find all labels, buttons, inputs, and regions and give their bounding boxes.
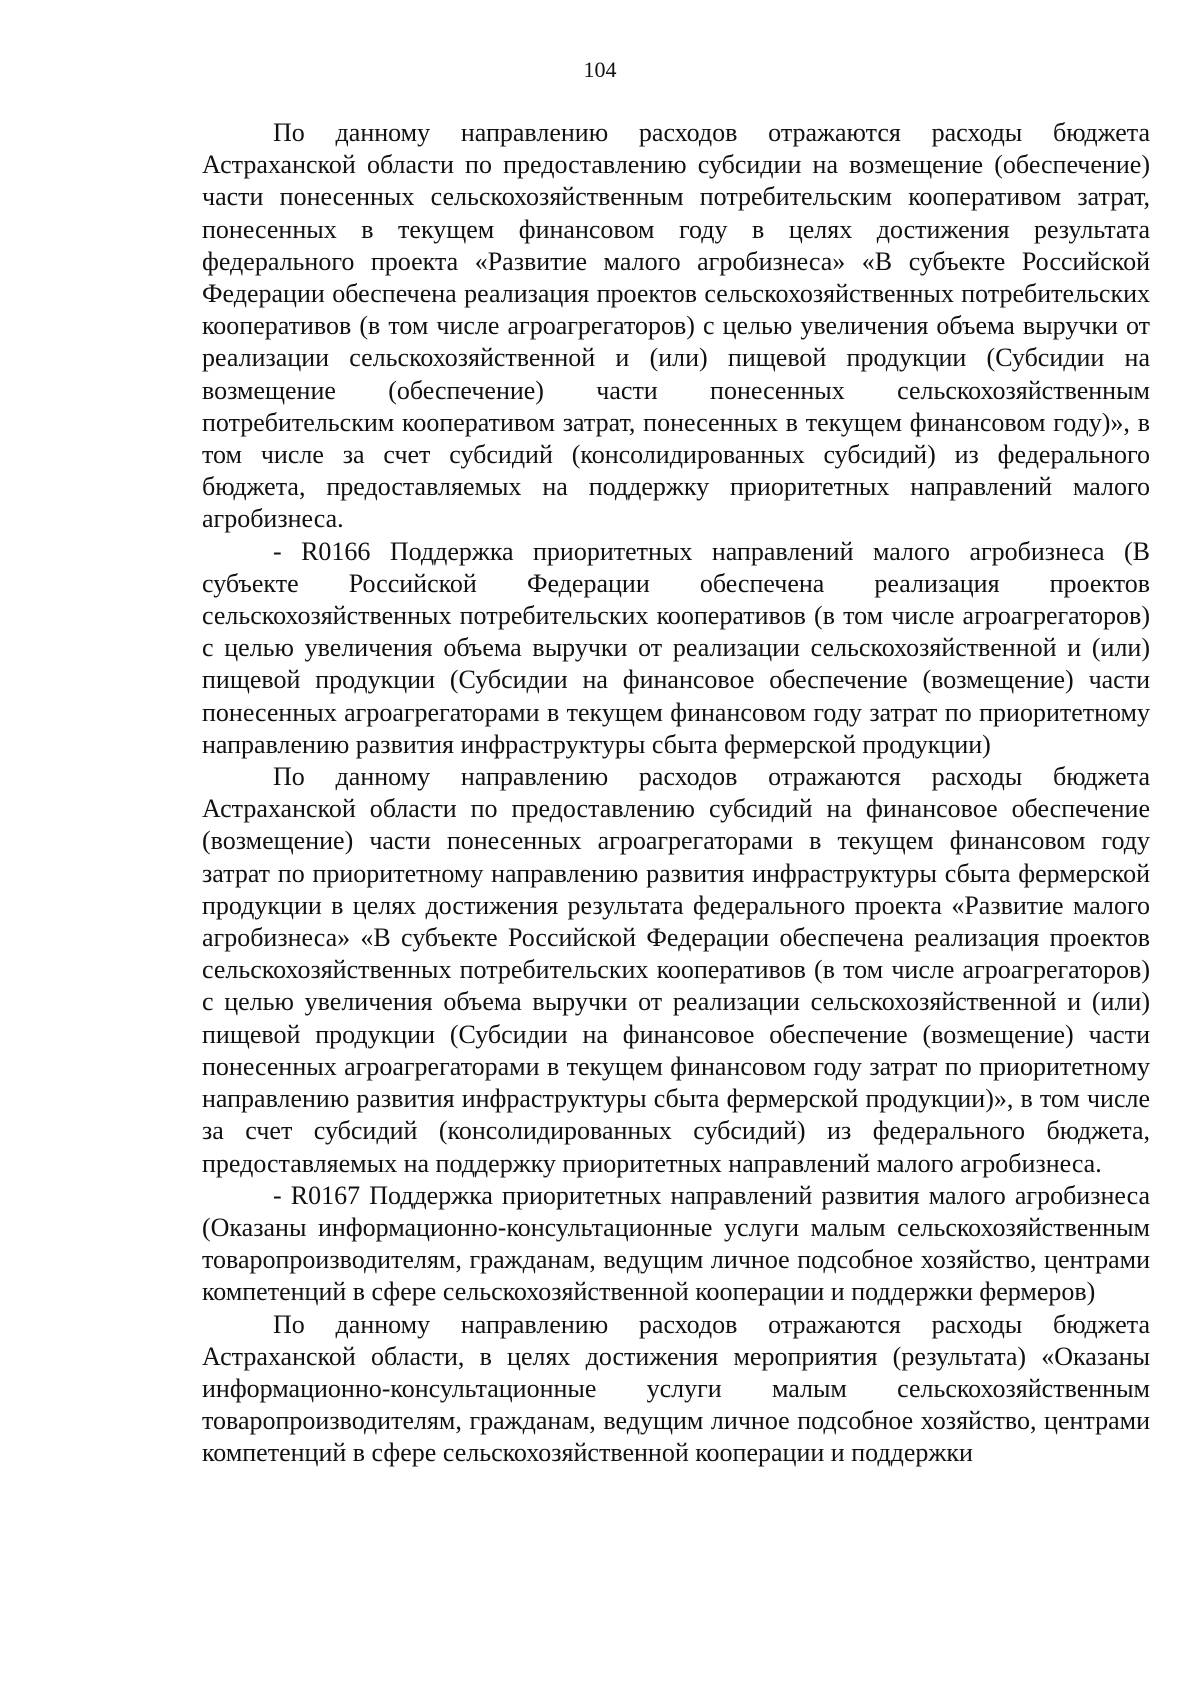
- paragraph-r0167-heading: - R0167 Поддержка приоритетных направлений развития малого агробизнеса (Оказаны информационно-консультационные услуги малым сельскохозяйственным товаропроизводителям, гражданам, ведущим личное подсобное хозяйство, центрами компетенций в сфере сельскохозяйственной кооперации и поддержки фермеров): [202, 1180, 1150, 1307]
- paragraph-3: По данному направлению расходов отражаются расходы бюджета Астраханской области по предоставлению субсидий на финансовое обеспечение (возмещение) части понесенных агроагрегаторами в текущем финансовом году затрат по приоритетному направлению развития инфраструктуры сбыта фермерской продукции в целях достижения результата федерального проекта «Развитие малого агробизнеса» «В субъекте Российской Федерации обеспечена реализация проектов сельскохозяйственных потребительских кооперативов (в том числе агроагрегаторов) с целью увеличения объема выручки от реализации сельскохозяйственной и (или) пищевой продукции (Субсидии на финансовое обеспечение (возмещение) части понесенных агроагрегаторами в текущем финансовом году затрат по приоритетному направлению развития инфраструктуры сбыта фермерской продукции)», в том числе за счет субсидий (консолидированных субсидий) из федерального бюджета, предоставляемых на поддержку приоритетных направлений малого агробизнеса.: [202, 762, 1150, 1178]
- paragraph-1: По данному направлению расходов отражаются расходы бюджета Астраханской области по предоставлению субсидии на возмещение (обеспечение) части понесенных сельскохозяйственным потребительским кооперативом затрат, понесенных в текущем финансовом году в целях достижения результата федерального проекта «Развитие малого агробизнеса» «В субъекте Российской Федерации обеспечена реализация проектов сельскохозяйственных потребительских кооперативов (в том числе агроагрегаторов) с целью увеличения объема выручки от реализации сельскохозяйственной и (или) пищевой продукции (Субсидии на возмещение (обеспечение) части понесенных сельскохозяйственным потребительским кооперативом затрат, понесенных в текущем финансовом году)», в том числе за счет субсидий (консолидированных субсидий) из федерального бюджета, предоставляемых на поддержку приоритетных направлений малого агробизнеса.: [202, 118, 1150, 534]
- paragraph-5: По данному направлению расходов отражаются расходы бюджета Астраханской области, в целях достижения мероприятия (результата) «Оказаны информационно-консультационные услуги малым сельскохозяйственным товаропроизводителям, гражданам, ведущим личное подсобное хозяйство, центрами компетенций в сфере сельскохозяйственной кооперации и поддержки: [202, 1309, 1150, 1468]
- page-number: 104: [583, 57, 617, 82]
- paragraph-r0166-heading: - R0166 Поддержка приоритетных направлений малого агробизнеса (В субъекте Российской Федерации обеспечена реализация проектов сельскохозяйственных потребительских кооперативов (в том числе агроагрегаторов) с целью увеличения объема выручки от реализации сельскохозяйственной и (или) пищевой продукции (Субсидии на финансовое обеспечение (возмещение) части понесенных агроагрегаторами в текущем финансовом году затрат по приоритетному направлению развития инфраструктуры сбыта фермерской продукции): [202, 536, 1150, 759]
- document-body: [202, 117, 1150, 1470]
